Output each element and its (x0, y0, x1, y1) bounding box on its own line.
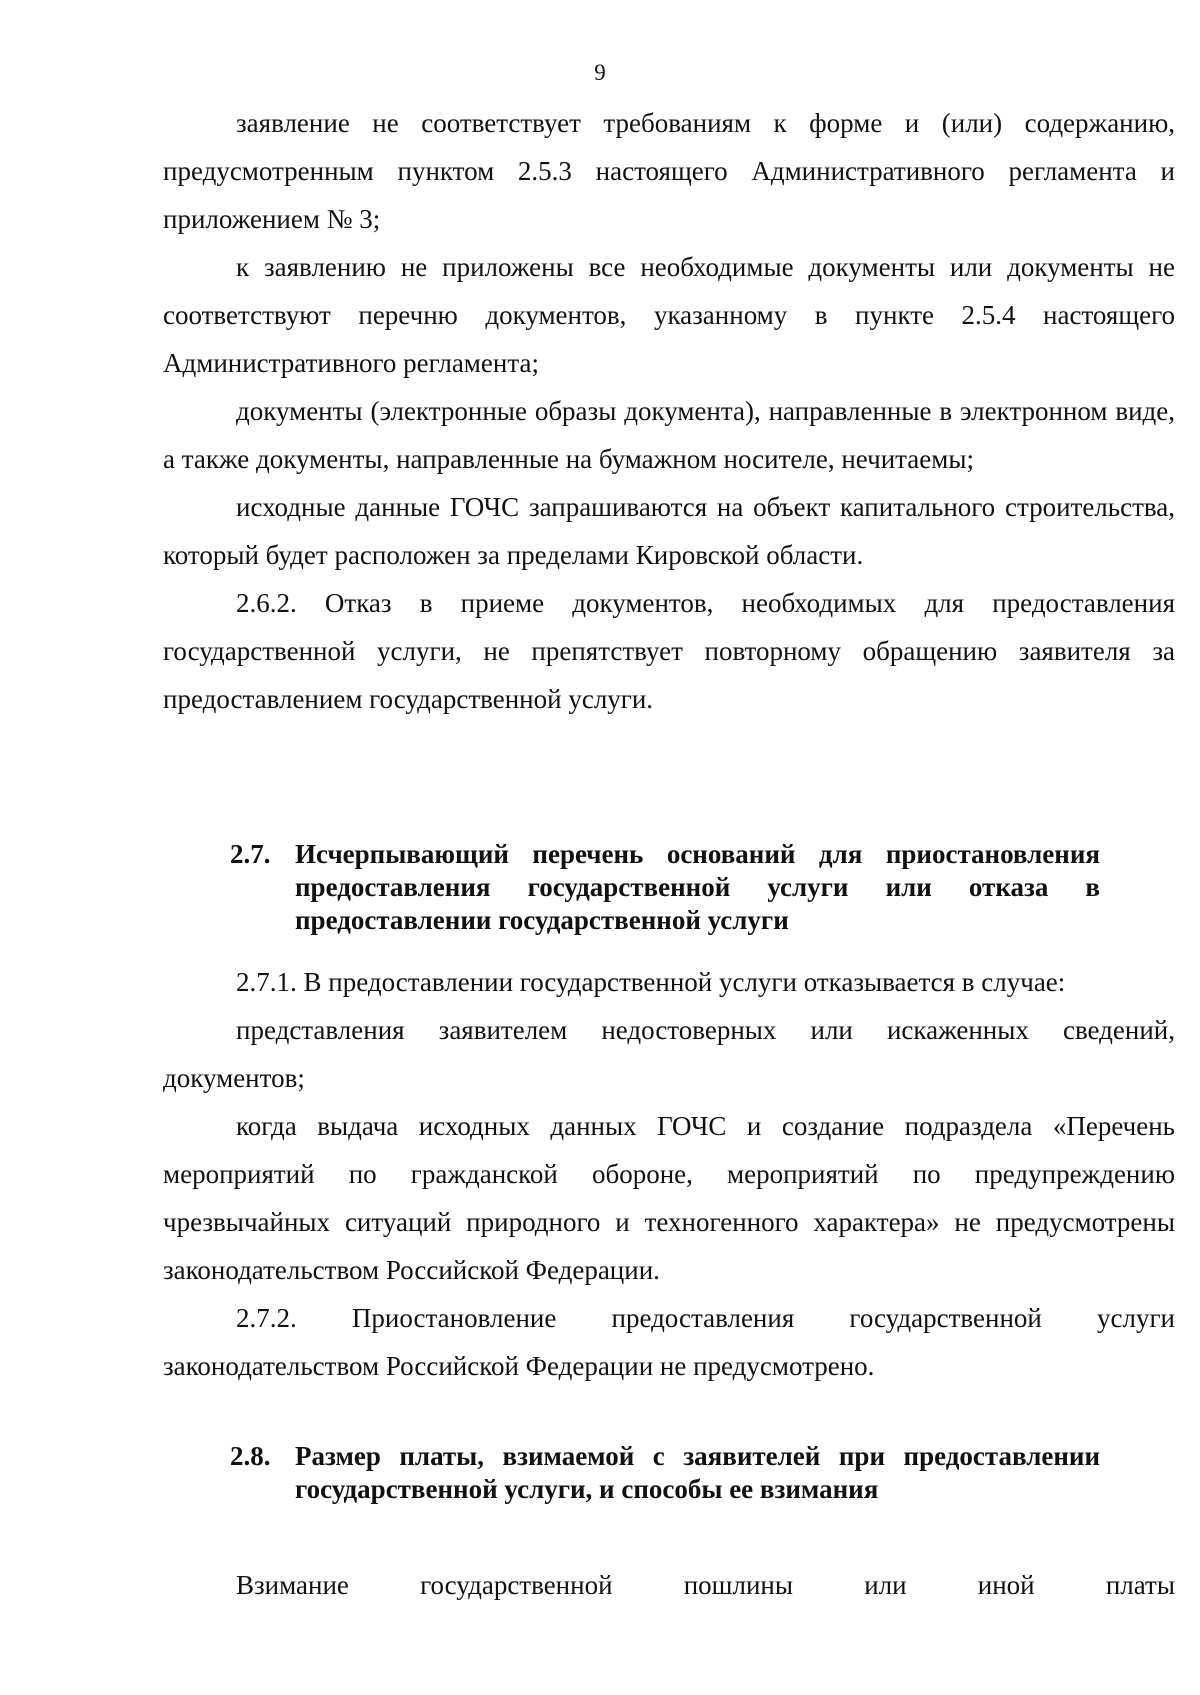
section-title: Исчерпывающий перечень оснований для приостановления предоставления государственной услуги или отказа в предоставлении государственной услуги (295, 839, 1100, 935)
paragraph: когда выдача исходных данных ГОЧС и создание подраздела «Перечень мероприятий по гражданской обороне, мероприятий по предупреждению чрезвычайных ситуаций природного и техногенного характера» не предусмотрены законодательством Российской Федерации. (163, 1111, 1175, 1285)
paragraph: 2.7.2. Приостановление предоставления государственной услуги законодательством Российской Федерации не предусмотрено. (163, 1303, 1175, 1381)
paragraph: 2.6.2. Отказ в приеме документов, необходимых для предоставления государственной услуги, не препятствует повторному обращению заявителя за предоставлением государственной услуги. (163, 588, 1175, 714)
paragraph: к заявлению не приложены все необходимые документы или документы не соответствуют перечню документов, указанному в пункте 2.5.4 настоящего Административного регламента; (163, 252, 1175, 378)
paragraph: документы (электронные образы документа), направленные в электронном виде, а также документы, направленные на бумажном носителе, нечитаемы; (163, 396, 1175, 474)
section-number: 2.8. (230, 1441, 271, 1471)
body-text-block-2 (163, 958, 1175, 1390)
page-number: 9 (594, 60, 606, 85)
paragraph: Взимание государственной пошлины или иной платы (236, 1570, 1175, 1600)
section-title: Размер платы, взимаемой с заявителей при предоставлении государственной услуги, и способы ее взимания (295, 1441, 1100, 1504)
body-text-block-3 (163, 1561, 1175, 1609)
body-text-block-1 (163, 99, 1175, 723)
paragraph: исходные данные ГОЧС запрашиваются на объект капитального строительства, который будет расположен за пределами Кировской области. (163, 492, 1175, 570)
section-heading-2-7 (230, 838, 1100, 937)
section-number: 2.7. (230, 839, 271, 869)
paragraph: представления заявителем недостоверных или искаженных сведений, документов; (163, 1015, 1175, 1093)
paragraph: заявление не соответствует требованиям к форме и (или) содержанию, предусмотренным пунктом 2.5.3 настоящего Административного регламента и приложением № 3; (163, 108, 1175, 234)
section-heading-2-8 (230, 1440, 1100, 1506)
paragraph: 2.7.1. В предоставлении государственной услуги отказывается в случае: (236, 967, 1066, 997)
